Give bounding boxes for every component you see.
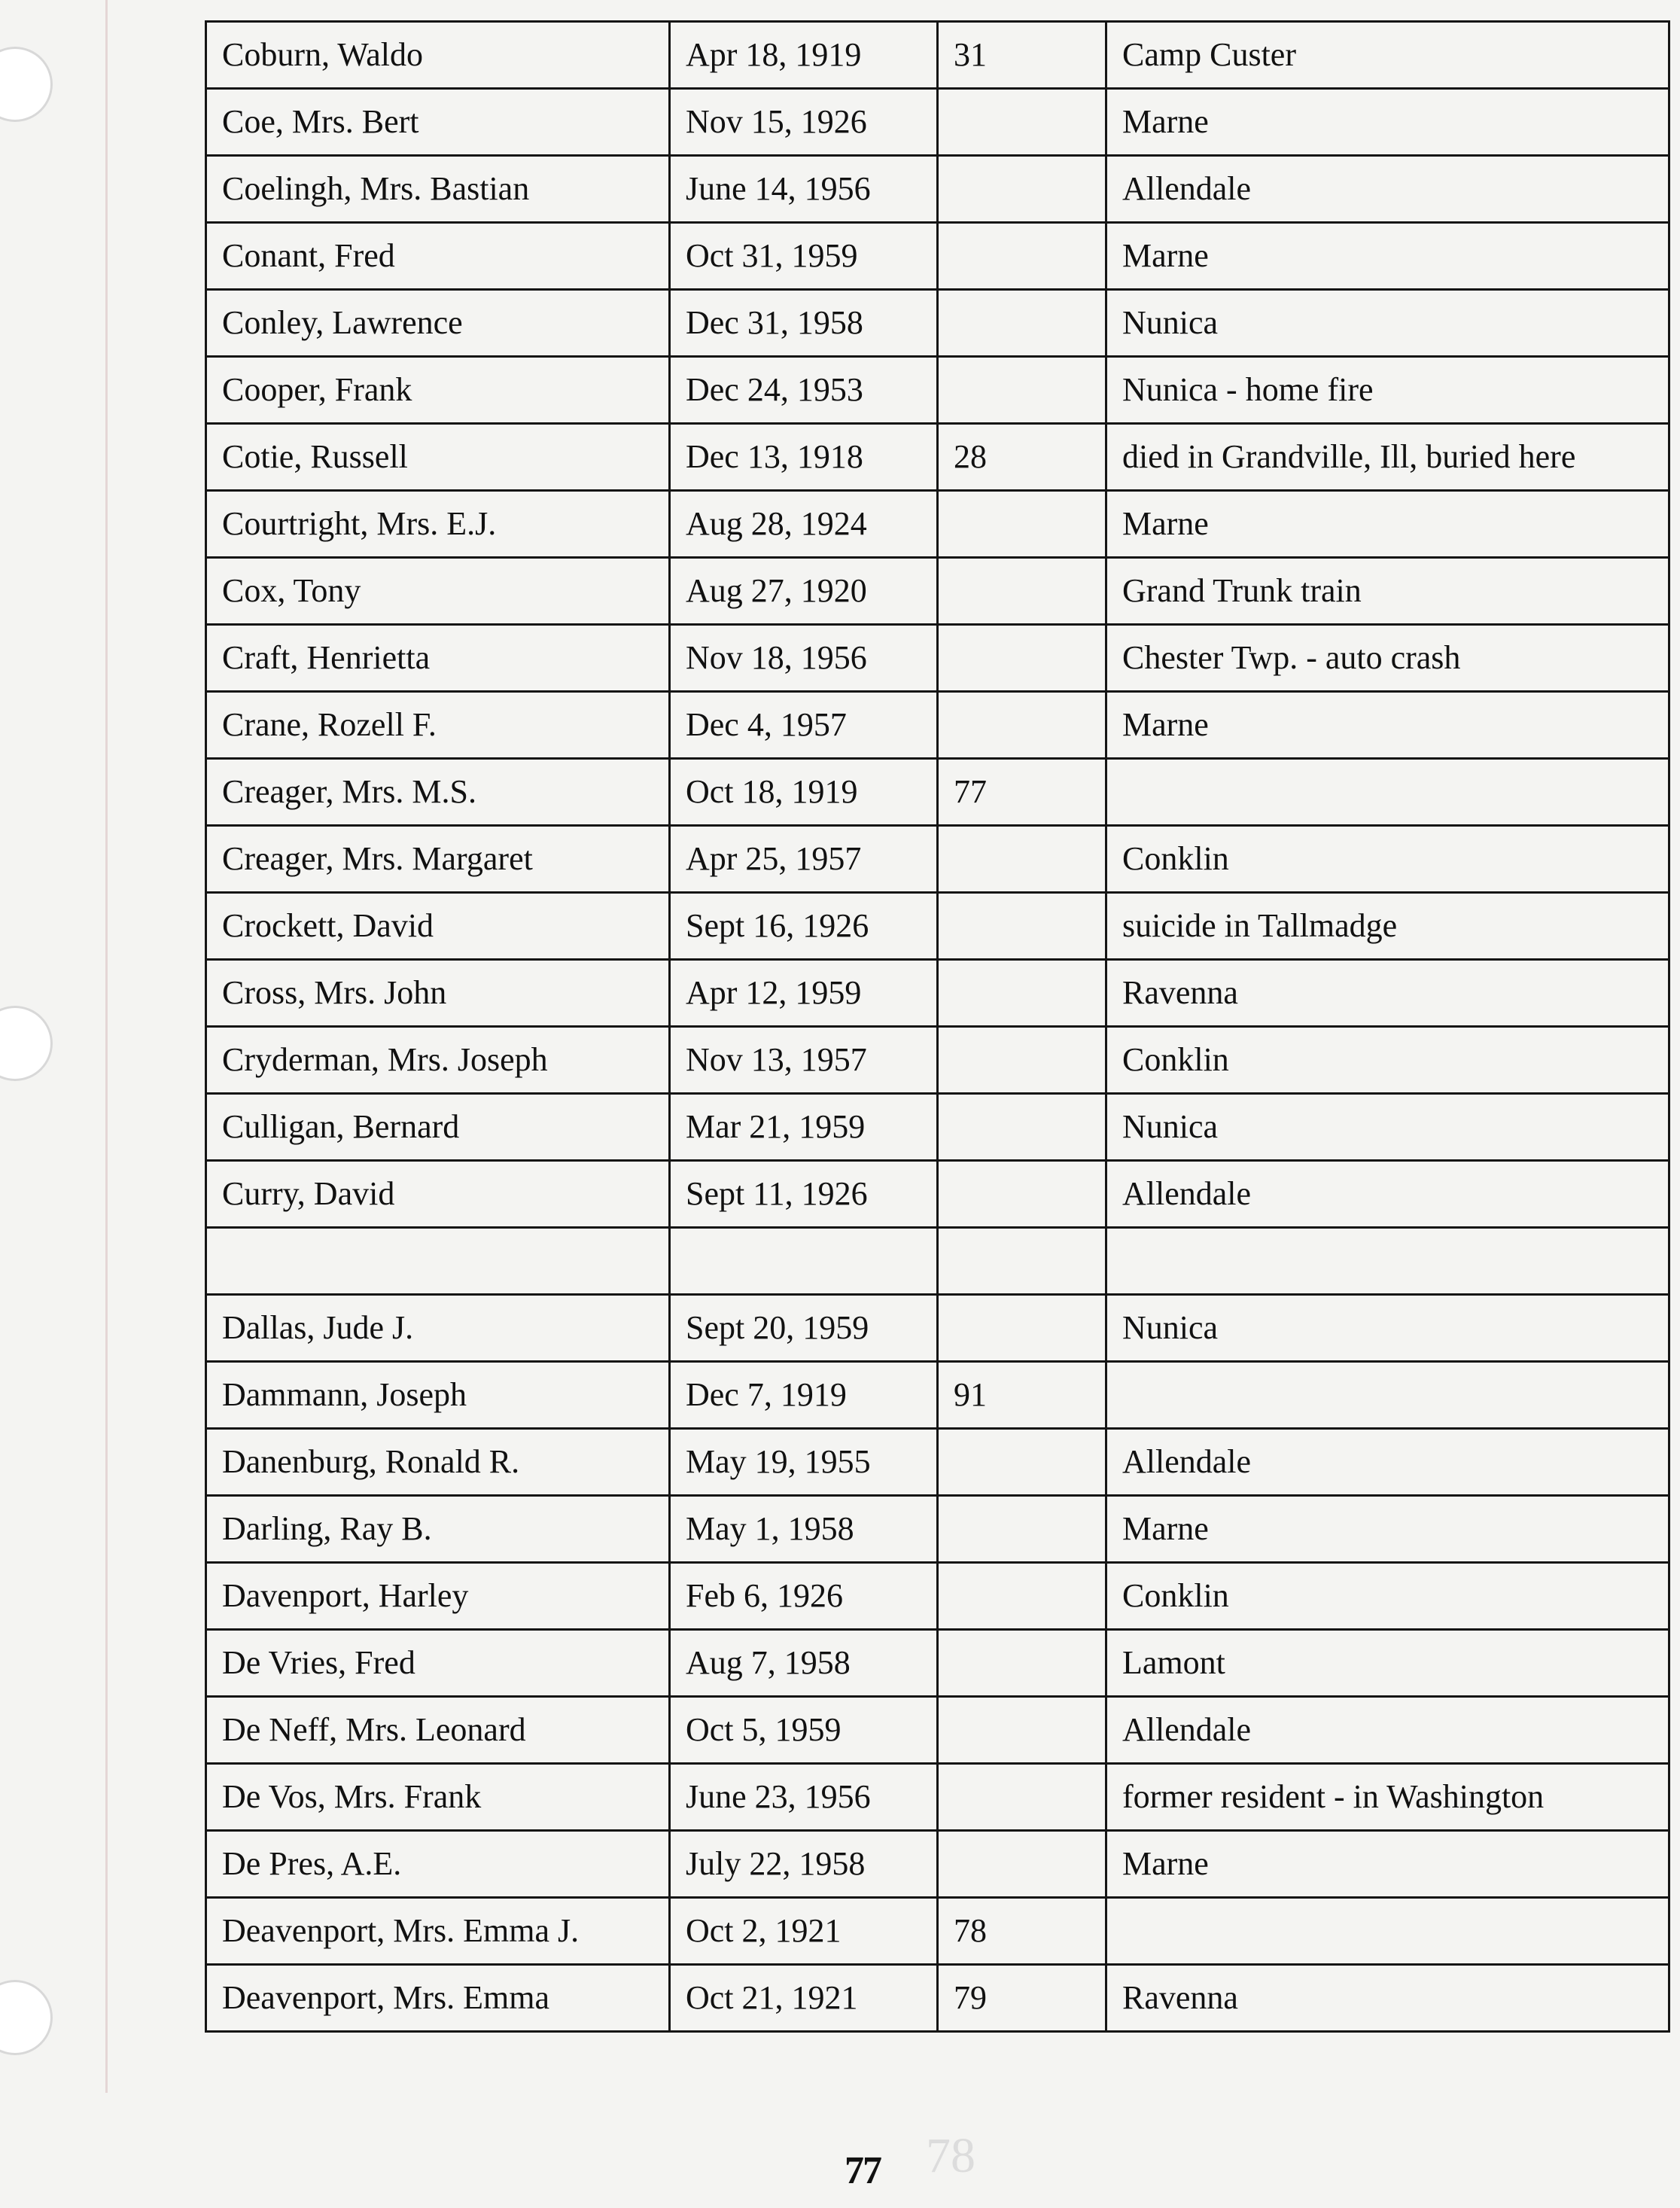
- age-cell: [938, 692, 1106, 759]
- notes-cell: Conklin: [1106, 1563, 1669, 1630]
- age-cell: [938, 1697, 1106, 1764]
- table-row: [206, 290, 1669, 357]
- table-body: [206, 22, 1669, 2032]
- age-cell: [938, 357, 1106, 424]
- table-row: [206, 558, 1669, 625]
- age-cell: [938, 1831, 1106, 1898]
- name-cell: De Neff, Mrs. Leonard: [206, 1697, 670, 1764]
- age-cell: [938, 1094, 1106, 1161]
- name-cell: Courtright, Mrs. E.J.: [206, 491, 670, 558]
- notes-cell: Grand Trunk train: [1106, 558, 1669, 625]
- name-cell: Darling, Ray B.: [206, 1496, 670, 1563]
- name-cell: Coburn, Waldo: [206, 22, 670, 89]
- date-cell: Sept 16, 1926: [670, 893, 938, 960]
- age-cell: [938, 290, 1106, 357]
- age-cell: [938, 156, 1106, 223]
- name-cell: Cryderman, Mrs. Joseph: [206, 1027, 670, 1094]
- age-cell: [938, 223, 1106, 290]
- age-cell: [938, 1295, 1106, 1362]
- date-cell: Feb 6, 1926: [670, 1563, 938, 1630]
- table-row: [206, 424, 1669, 491]
- age-cell: 79: [938, 1965, 1106, 2032]
- table-row: [206, 1429, 1669, 1496]
- notes-cell: Nunica: [1106, 1295, 1669, 1362]
- date-cell: Oct 21, 1921: [670, 1965, 938, 2032]
- age-cell: [938, 826, 1106, 893]
- notes-cell: Marne: [1106, 89, 1669, 156]
- date-cell: Aug 27, 1920: [670, 558, 938, 625]
- table-row: [206, 826, 1669, 893]
- punch-hole-bottom: [0, 1980, 53, 2055]
- name-cell: Conant, Fred: [206, 223, 670, 290]
- table-row: [206, 156, 1669, 223]
- table-row: [206, 625, 1669, 692]
- age-cell: [938, 1429, 1106, 1496]
- date-cell: Nov 15, 1926: [670, 89, 938, 156]
- table-row: [206, 1161, 1669, 1228]
- notes-cell: Marne: [1106, 692, 1669, 759]
- name-cell: Coe, Mrs. Bert: [206, 89, 670, 156]
- name-cell: Davenport, Harley: [206, 1563, 670, 1630]
- notes-cell: Allendale: [1106, 1161, 1669, 1228]
- table-row: [206, 893, 1669, 960]
- notes-cell: Allendale: [1106, 1429, 1669, 1496]
- notes-cell: Marne: [1106, 1496, 1669, 1563]
- name-cell: Cross, Mrs. John: [206, 960, 670, 1027]
- date-cell: Sept 20, 1959: [670, 1295, 938, 1362]
- age-cell: 91: [938, 1362, 1106, 1429]
- age-cell: 77: [938, 759, 1106, 826]
- table-row: [206, 1764, 1669, 1831]
- table-row: [206, 89, 1669, 156]
- table-row: [206, 22, 1669, 89]
- date-cell: Apr 25, 1957: [670, 826, 938, 893]
- date-cell: Dec 7, 1919: [670, 1362, 938, 1429]
- date-cell: Oct 18, 1919: [670, 759, 938, 826]
- name-cell: Craft, Henrietta: [206, 625, 670, 692]
- table-row: [206, 1496, 1669, 1563]
- date-cell: July 22, 1958: [670, 1831, 938, 1898]
- name-cell: Crockett, David: [206, 893, 670, 960]
- notes-cell: Marne: [1106, 223, 1669, 290]
- name-cell: Dammann, Joseph: [206, 1362, 670, 1429]
- age-cell: 31: [938, 22, 1106, 89]
- date-cell: Oct 2, 1921: [670, 1898, 938, 1965]
- notes-cell: Nunica - home fire: [1106, 357, 1669, 424]
- name-cell: De Vries, Fred: [206, 1630, 670, 1697]
- table-row: [206, 1295, 1669, 1362]
- notes-cell: Lamont: [1106, 1630, 1669, 1697]
- date-cell: June 23, 1956: [670, 1764, 938, 1831]
- table-row: [206, 1563, 1669, 1630]
- table-row: [206, 1027, 1669, 1094]
- age-cell: 78: [938, 1898, 1106, 1965]
- punch-hole-top: [0, 47, 53, 122]
- date-cell: Dec 13, 1918: [670, 424, 938, 491]
- notes-cell: former resident - in Washington: [1106, 1764, 1669, 1831]
- date-cell: Dec 24, 1953: [670, 357, 938, 424]
- notes-cell: Marne: [1106, 491, 1669, 558]
- notes-cell: Nunica: [1106, 1094, 1669, 1161]
- table-row: [206, 960, 1669, 1027]
- notes-cell: [1106, 1362, 1669, 1429]
- notes-cell: Conklin: [1106, 826, 1669, 893]
- date-cell: Apr 18, 1919: [670, 22, 938, 89]
- name-cell: Coelingh, Mrs. Bastian: [206, 156, 670, 223]
- date-cell: Mar 21, 1959: [670, 1094, 938, 1161]
- age-cell: [938, 491, 1106, 558]
- name-cell: Cooper, Frank: [206, 357, 670, 424]
- table-row: [206, 1831, 1669, 1898]
- notes-cell: died in Grandville, Ill, buried here: [1106, 424, 1669, 491]
- name-cell: Cotie, Russell: [206, 424, 670, 491]
- notes-cell: [1106, 1228, 1669, 1295]
- punch-hole-middle: [0, 1006, 53, 1081]
- name-cell: De Pres, A.E.: [206, 1831, 670, 1898]
- name-cell: De Vos, Mrs. Frank: [206, 1764, 670, 1831]
- notes-cell: [1106, 759, 1669, 826]
- table-row: [206, 759, 1669, 826]
- age-cell: [938, 1161, 1106, 1228]
- notes-cell: Conklin: [1106, 1027, 1669, 1094]
- age-cell: [938, 1630, 1106, 1697]
- name-cell: Dallas, Jude J.: [206, 1295, 670, 1362]
- table-row: [206, 1697, 1669, 1764]
- date-cell: Sept 11, 1926: [670, 1161, 938, 1228]
- notes-cell: Allendale: [1106, 156, 1669, 223]
- date-cell: Nov 18, 1956: [670, 625, 938, 692]
- table-row: [206, 1228, 1669, 1295]
- date-cell: June 14, 1956: [670, 156, 938, 223]
- table-row: [206, 1094, 1669, 1161]
- age-cell: [938, 1764, 1106, 1831]
- name-cell: [206, 1228, 670, 1295]
- name-cell: Deavenport, Mrs. Emma J.: [206, 1898, 670, 1965]
- name-cell: Cox, Tony: [206, 558, 670, 625]
- age-cell: [938, 1496, 1106, 1563]
- age-cell: [938, 960, 1106, 1027]
- notes-cell: Camp Custer: [1106, 22, 1669, 89]
- table-row: [206, 1898, 1669, 1965]
- name-cell: Danenburg, Ronald R.: [206, 1429, 670, 1496]
- date-cell: Nov 13, 1957: [670, 1027, 938, 1094]
- table-row: [206, 692, 1669, 759]
- notes-cell: Marne: [1106, 1831, 1669, 1898]
- date-cell: Dec 31, 1958: [670, 290, 938, 357]
- notes-cell: Allendale: [1106, 1697, 1669, 1764]
- date-cell: Apr 12, 1959: [670, 960, 938, 1027]
- notes-cell: suicide in Tallmadge: [1106, 893, 1669, 960]
- name-cell: Creager, Mrs. Margaret: [206, 826, 670, 893]
- notes-cell: Chester Twp. - auto crash: [1106, 625, 1669, 692]
- obituary-index-table: [205, 20, 1670, 2033]
- name-cell: Crane, Rozell F.: [206, 692, 670, 759]
- age-cell: [938, 1228, 1106, 1295]
- date-cell: [670, 1228, 938, 1295]
- notes-cell: Ravenna: [1106, 1965, 1669, 2032]
- age-cell: [938, 625, 1106, 692]
- table-row: [206, 1362, 1669, 1429]
- table-row: [206, 357, 1669, 424]
- date-cell: May 19, 1955: [670, 1429, 938, 1496]
- date-cell: May 1, 1958: [670, 1496, 938, 1563]
- name-cell: Conley, Lawrence: [206, 290, 670, 357]
- notes-cell: Nunica: [1106, 290, 1669, 357]
- table-row: [206, 223, 1669, 290]
- age-cell: [938, 1563, 1106, 1630]
- age-cell: [938, 1027, 1106, 1094]
- bleed-through-page-number: 78: [926, 2128, 975, 2183]
- date-cell: Oct 5, 1959: [670, 1697, 938, 1764]
- age-cell: [938, 893, 1106, 960]
- date-cell: Aug 28, 1924: [670, 491, 938, 558]
- margin-line: [105, 0, 108, 2093]
- date-cell: Aug 7, 1958: [670, 1630, 938, 1697]
- name-cell: Creager, Mrs. M.S.: [206, 759, 670, 826]
- table-row: [206, 1965, 1669, 2032]
- table-row: [206, 491, 1669, 558]
- page-number: 77: [845, 2149, 881, 2192]
- table-row: [206, 1630, 1669, 1697]
- age-cell: 28: [938, 424, 1106, 491]
- age-cell: [938, 558, 1106, 625]
- name-cell: Culligan, Bernard: [206, 1094, 670, 1161]
- notes-cell: Ravenna: [1106, 960, 1669, 1027]
- date-cell: Oct 31, 1959: [670, 223, 938, 290]
- date-cell: Dec 4, 1957: [670, 692, 938, 759]
- notes-cell: [1106, 1898, 1669, 1965]
- name-cell: Deavenport, Mrs. Emma: [206, 1965, 670, 2032]
- name-cell: Curry, David: [206, 1161, 670, 1228]
- age-cell: [938, 89, 1106, 156]
